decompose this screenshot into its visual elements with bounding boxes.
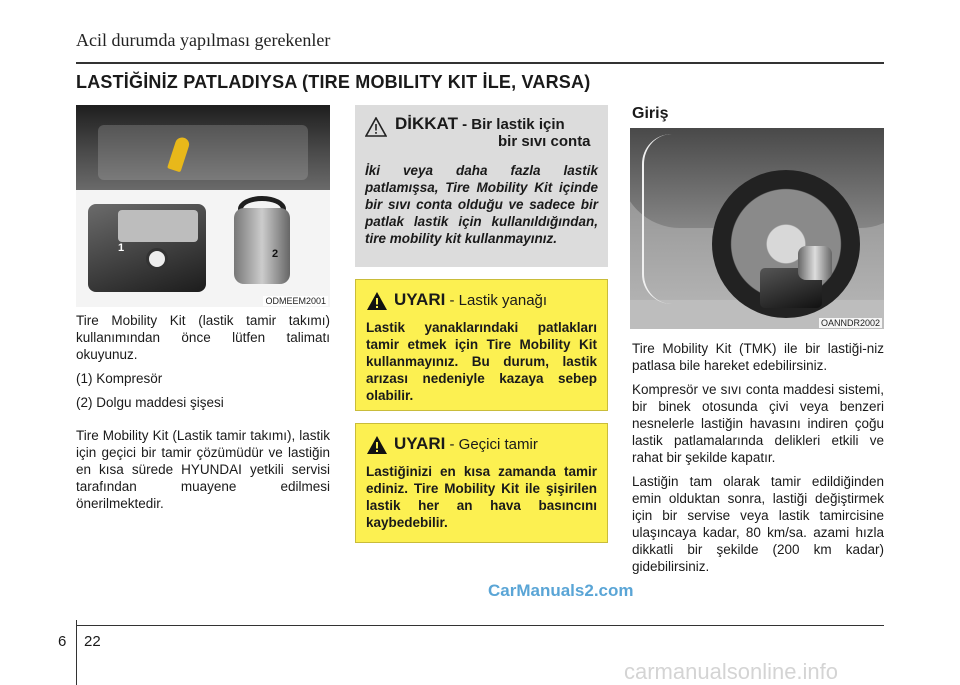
warning-subtitle: - Geçici tamir <box>445 435 538 453</box>
image-code: ODMEEM2001 <box>265 296 326 306</box>
warning-header <box>366 289 597 311</box>
trunk-illustration <box>76 105 330 190</box>
list-item: (1) Kompresör <box>76 371 163 386</box>
caution-header <box>365 115 598 150</box>
warning-title-word: UYARI <box>394 433 446 453</box>
caution-body: İki veya daha fazla lastik patlamışsa, Tire Mobility Kit içinde bir sıvı conta olduğu ve sadece bir patlak lastik için kullanıldığından, tire mobility kit kullanmayınız. <box>365 163 598 246</box>
footer-rule <box>76 625 884 626</box>
sealant-bottle-illustration <box>798 246 832 280</box>
header-rule <box>76 62 884 64</box>
paragraph: Tire Mobility Kit (lastik tamir takımı) kullanımından önce lütfen talimatı okuyunuz. <box>76 313 330 362</box>
trunk-floor <box>98 125 308 180</box>
warning-triangle-icon <box>366 291 388 311</box>
footer-divider <box>76 620 77 685</box>
power-cable-illustration <box>642 134 672 304</box>
paragraph: Tire Mobility Kit (TMK) ile bir lastiği-niz patlasa bile hareket edebilirsiniz. <box>632 341 884 373</box>
caution-title-word: DİKKAT <box>395 114 458 133</box>
tire-repair-photo <box>630 128 884 329</box>
footer-site-watermark: carmanualsonline.info <box>624 659 839 684</box>
right-column-text <box>632 340 884 582</box>
warning-triangle-icon <box>366 435 388 455</box>
warning-body: Lastik yanaklarındaki patlakları tamir etmek için Tire Mobility Kit kullanmayınız. Bu durum, lastik arızası nedeniyle kazaya sebep olabilir. <box>366 320 597 403</box>
section-title: LASTİĞİNİZ PATLADIYSA (TIRE MOBILITY KIT İLE, VARSA) <box>76 72 591 92</box>
chapter-number: 6 <box>58 633 67 650</box>
warning-title <box>394 434 538 455</box>
caution-triangle-icon <box>365 117 387 137</box>
pressure-gauge-icon <box>146 248 168 270</box>
warning-title-word: UYARI <box>394 289 446 309</box>
warning-body: Lastiğinizi en kısa zamanda tamir ediniz. Tire Mobility Kit ile şişirilen lastik her an hava basıncını kaybedebilir. <box>366 464 597 530</box>
callout-label-2: 2 <box>272 248 279 260</box>
compressor-lid <box>118 210 198 242</box>
tire-mobility-kit-image <box>76 105 330 307</box>
paragraph: Lastiğin tam olarak tamir edildiğinden emin olduktan sonra, lastiği değiştirmek için bir servise veya lastik tamircisine ulaşıncaya kadar, 80 km/sa. azami hızla dikkatli bir şekilde (200 km kadar) gidebilirsiniz. <box>632 474 884 574</box>
page-number: 22 <box>84 633 101 650</box>
kit-detail-panel <box>76 190 330 307</box>
warning-header <box>366 433 597 455</box>
caution-box <box>355 105 608 267</box>
chapter-title: Acil durumda yapılması gerekenler <box>76 30 331 50</box>
warning-subtitle: - Lastik yanağı <box>445 291 548 309</box>
warning-title <box>394 290 547 311</box>
left-column-text <box>76 312 330 519</box>
paragraph: Tire Mobility Kit (Lastik tamir takımı), lastik için geçici bir tamir çözümüdür ve lastiğin en kısa sürede HYUNDAI yetkili servisi tarafından muayene edilmesi önerilmektedir. <box>76 428 330 511</box>
watermark-link[interactable]: CarManuals2.com <box>488 581 634 600</box>
list-item: (2) Dolgu maddesi şişesi <box>76 395 224 410</box>
caution-title <box>395 115 591 150</box>
sealant-bottle-illustration <box>234 208 290 284</box>
warning-box-temporary-repair <box>355 423 608 543</box>
caution-subtitle-line2: bir sıvı conta <box>498 133 591 150</box>
caution-subtitle-line1: - Bir lastik için <box>457 116 565 133</box>
compressor-illustration <box>88 204 206 292</box>
warning-box-sidewall <box>355 279 608 411</box>
callout-label-1: 1 <box>118 242 125 254</box>
paragraph: Kompresör ve sıvı conta maddesi sistemi, bir binek otosunda çivi veya benzeri nesnelerle lastiğin havasını indiren çoğu lastik patlamalarında delikleri etkili ve rahat bir şekilde kapatır. <box>632 382 884 465</box>
image-code: OANNDR2002 <box>820 318 880 328</box>
intro-heading: Giriş <box>632 105 669 122</box>
